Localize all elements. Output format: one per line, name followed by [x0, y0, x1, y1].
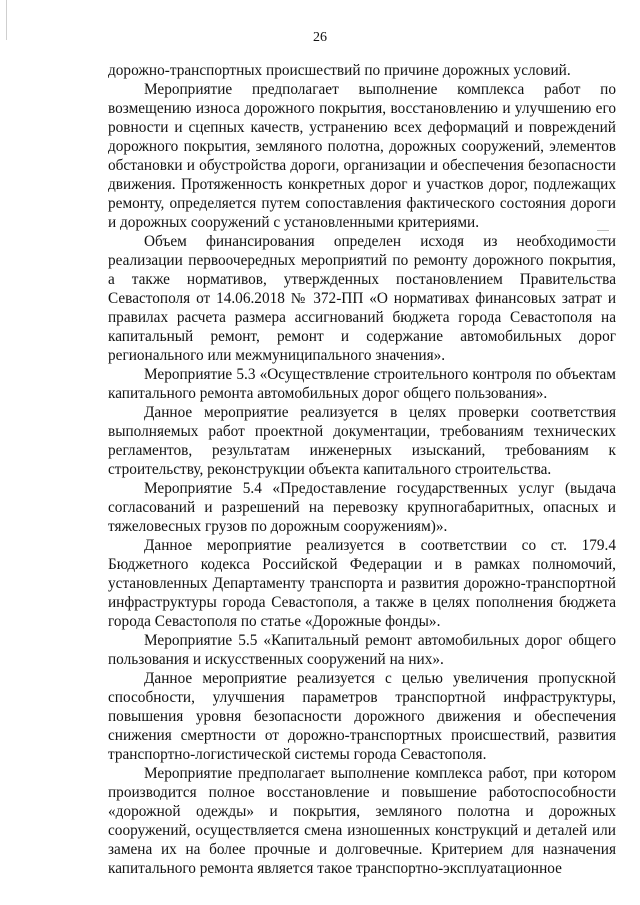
- paragraph: Мероприятие предполагает выполнение комплекса работ по возмещению износа дорожного покрытия, восстановлению и улучшению его ровности и сцепных качеств, устранению всех деформаций и повреждений дорожного покрытия, земляного полотна, дорожных сооружений, элементов обстановки и обустройства дороги, организации и обеспечения безопасности движения. Протяженность конкретных дорог и участков дорог, подлежащих ремонту, определяется путем сопоставления фактического состояния дороги и дорожных сооружений с установленными критериями.: [108, 81, 616, 231]
- paragraph: Данное мероприятие реализуется с целью увеличения пропускной способности, улучшения параметров транспортной инфраструктуры, повышения уровня безопасности дорожного движения и обеспечения снижения смертности от дорожно-транспортных происшествий, развития транспортно-логистической системы города Севастополя.: [108, 670, 616, 763]
- paragraph-measure-heading: Мероприятие 5.5 «Капитальный ремонт автомобильных дорог общего пользования и искусственных сооружений на них».: [108, 632, 616, 668]
- paragraph-continuation: дорожно-транспортных происшествий по причине дорожных условий.: [108, 62, 571, 79]
- document-body: [108, 61, 616, 878]
- paragraph: Данное мероприятие реализуется в соответствии со ст. 179.4 Бюджетного кодекса Российской Федерации и в рамках полномочий, установленных Департаменту транспорта и развития дорожно-транспортной инфраструктуры города Севастополя, а также в целях пополнения бюджета города Севастополя по статье «Дорожные фонды».: [108, 537, 616, 630]
- paragraph: Данное мероприятие реализуется в целях проверки соответствия выполняемых работ проектной документации, требованиям технических регламентов, результатам инженерных изысканий, требованиям к строительству, реконструкции объекта капитального строительства.: [108, 404, 616, 478]
- paragraph: Мероприятие предполагает выполнение комплекса работ, при котором производится полное восстановление и повышение работоспособности «дорожной одежды» и покрытия, земляного полотна и дорожных сооружений, осуществляется смена изношенных конструкций и деталей или замена их на более прочные и долговечные. Критерием для назначения капитального ремонта является такое транспортно-эксплуатационное: [108, 765, 616, 877]
- paragraph-measure-heading: Мероприятие 5.3 «Осуществление строительного контроля по объектам капитального ремонта автомобильных дорог общего пользования».: [108, 366, 616, 402]
- page-number: 26: [313, 30, 327, 45]
- paragraph: Объем финансирования определен исходя из необходимости реализации первоочередных мероприятий по ремонту дорожного покрытия, а также нормативов, утвержденных постановлением Правительства Севастополя от 14.06.2018 № 372-ПП «О нормативах финансовых затрат и правилах расчета размера ассигнований бюджета города Севастополя на капитальный ремонт, ремонт и содержание автомобильных дорог регионального или межмуниципального значения».: [108, 233, 616, 364]
- paragraph-measure-heading: Мероприятие 5.4 «Предоставление государственных услуг (выдача согласований и разрешений на перевозку крупногабаритных, опасных и тяжеловесных грузов по дорожным сооружениям)».: [108, 480, 616, 535]
